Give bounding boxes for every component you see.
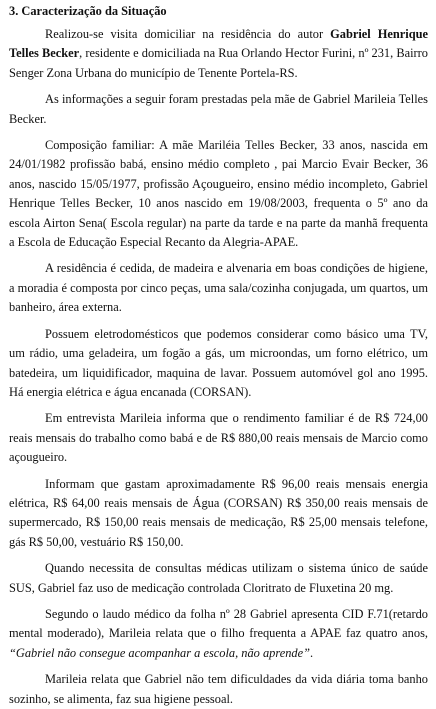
paragraph-informant: As informações a seguir foram prestadas pela mãe de Gabriel Marileia Telles Becker. — [9, 92, 428, 126]
paragraph-visit-text-a: Realizou-se visita domiciliar na residência do autor — [45, 27, 331, 41]
paragraph-medical-report — [9, 605, 428, 663]
paragraph-health: Quando necessita de consultas médicas utilizam o sistema único de saúde SUS, Gabriel faz uso de medicação controlada Cloritrato de Fluxetina 20 mg. — [9, 561, 428, 595]
paragraph-appliances: Possuem eletrodomésticos que podemos considerar como básico uma TV, um rádio, uma geladeira, um fogão a gás, um microondas, um forno elétrico, um batedeira, um liquidificador, maquina de lavar. Possuem automóvel gol ano 1995. Há energia elétrica e água encanada (CORSAN). — [9, 326, 428, 399]
mother-quote: “Gabriel não consegue acompanhar a escola, não aprende” — [9, 645, 311, 660]
author-name: Gabriel Henrique Telles Becker — [9, 27, 428, 61]
paragraph-daily-life: Marileia relata que Gabriel não tem dificuldades da vida diária toma banho sozinho, se alimenta, faz sua higiene pessoal. — [9, 672, 428, 706]
paragraph-expenses: Informam que gastam aproximadamente R$ 96,00 reais mensais energia elétrica, R$ 64,00 reais mensais de Água (CORSAN) R$ 350,00 reais mensais de supermercado, R$ 150,00 reais mensais de medicação, R$ 25,00 mensais telefone, gás R$ 50,00, vestuário R$ 150,00. — [9, 476, 428, 549]
paragraph-medical-report-text-b: . — [310, 645, 314, 660]
paragraph-visit-text-b: , residente e domiciliada na Rua Orlando Hector Furini, nº 231, Bairro Senger Zona Urbana do município de Tenente Portela-RS. — [9, 46, 428, 80]
paragraph-residence: A residência é cedida, de madeira e alvenaria em boas condições de higiene, a moradia é composta por cinco peças, uma sala/cozinha conjugada, um quartos, um banheiro, área externa. — [9, 261, 428, 315]
paragraph-medical-report-text-a: Segundo o laudo médico da folha nº 28 Gabriel apresenta CID F.71(retardo mental moderado), Marileia relata que o filho frequenta a APAE faz quatro anos, — [9, 606, 428, 641]
paragraph-income: Em entrevista Marileia informa que o rendimento familiar é de R$ 724,00 reais mensais do trabalho como babá e de R$ 880,00 reais mensais de Marcio como açougueiro. — [9, 411, 428, 465]
paragraph-visit — [9, 25, 428, 83]
paragraph-family-composition: Composição familiar: A mãe Mariléia Telles Becker, 33 anos, nascida em 24/01/1982 profissão babá, ensino médio completo , pai Marcio Evair Becker, 36 anos, nascido 15/05/1977, profissão Açougueiro, ensino médio incompleto, Gabriel Henrique Telles Becker, 10 anos nascido em 19/08/2003, frequenta o 5º ano da escola Airton Sena( Escola regular) na parte da tarde e na parte da manhã frequenta a Escola de Educação Especial Recanto da Alegria-APAE. — [9, 138, 428, 250]
section-title: 3. Caracterização da Situação — [9, 4, 167, 18]
